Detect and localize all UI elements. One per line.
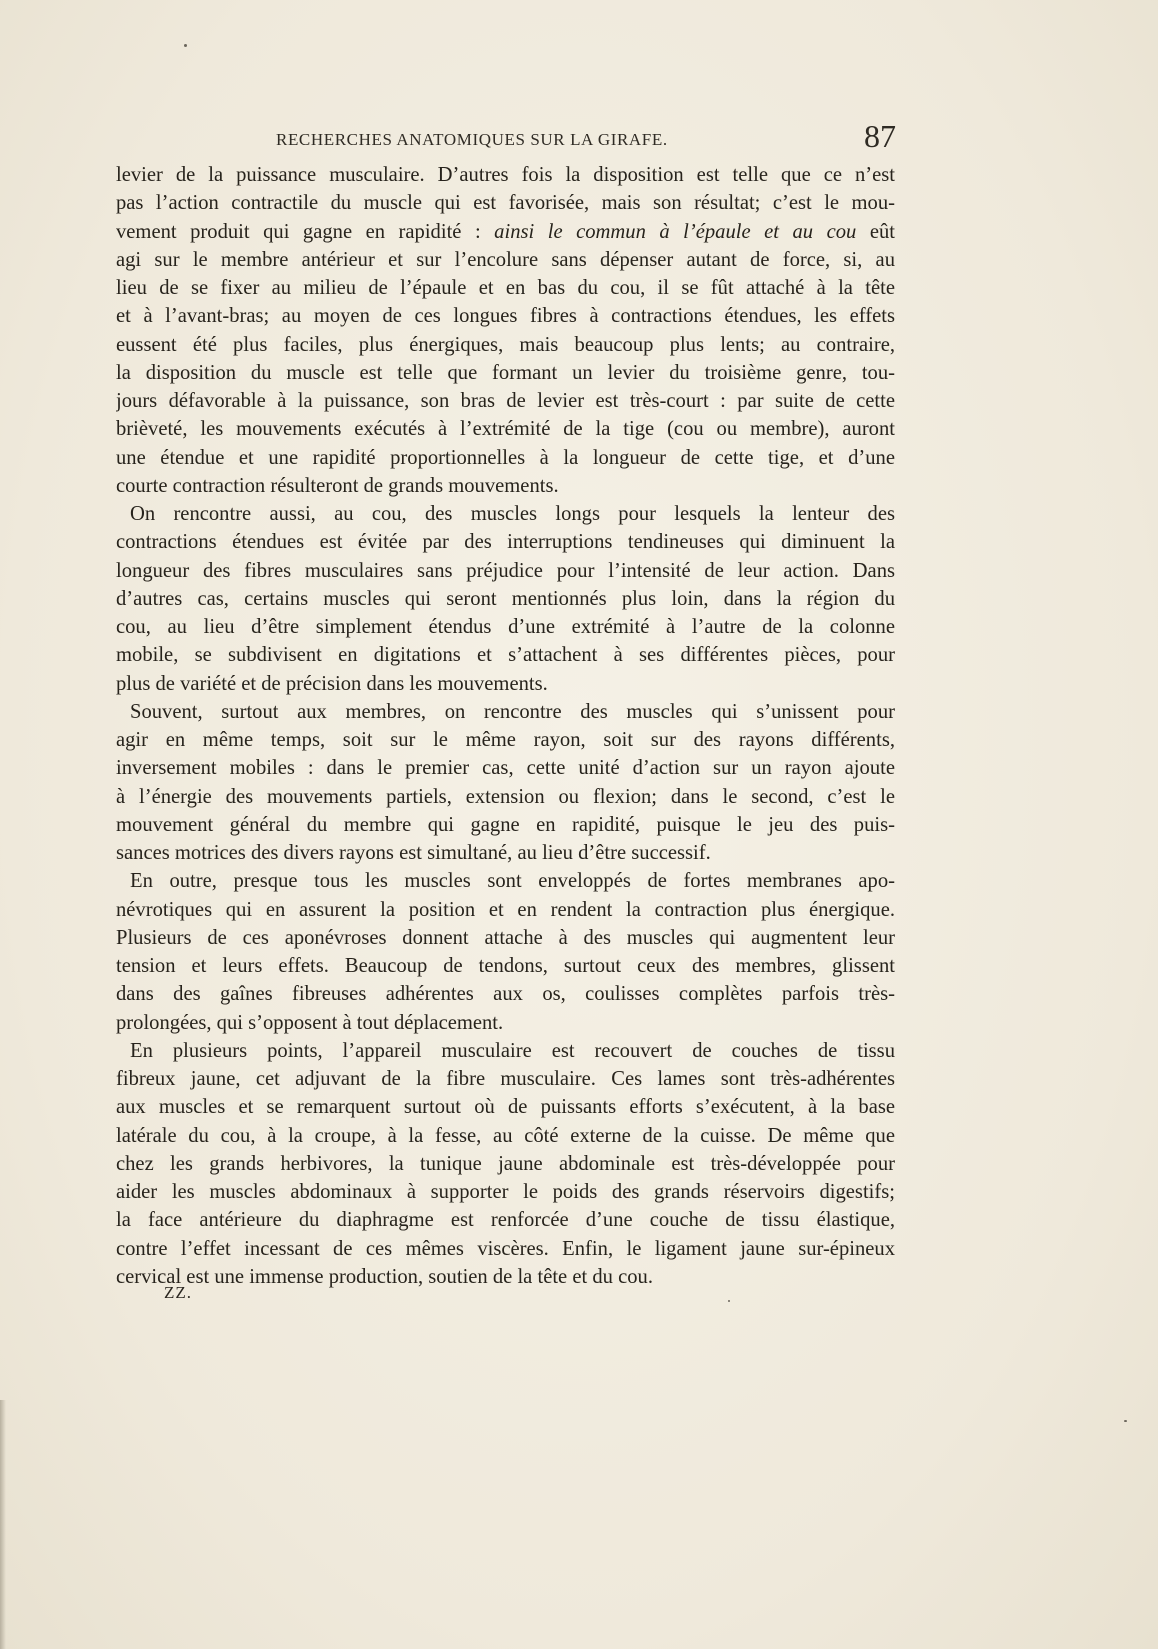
text-line [116,641,895,669]
text-line [116,1009,895,1037]
text-line [116,302,895,330]
text-line [116,189,895,217]
text-line [116,613,895,641]
text-line-content: levier de la puissance musculaire. D’autres fois la disposition est telle que ce n’est [116,164,895,186]
text-line-content: Plusieurs de ces aponévroses donnent attache à des muscles qui augmentent leur [116,926,895,949]
page-edge-shadow [0,1400,6,1649]
running-title: RECHERCHES ANATOMIQUES SUR LA GIRAFE. [276,130,668,149]
text-line-content: eussent été plus faciles, plus énergiques, mais beaucoup plus lents; au contraire, [116,333,895,356]
text-line-content: agir en même temps, soit sur le même rayon, soit sur des rayons différents, [116,729,895,751]
text-line-content: lieu de se fixer au milieu de l’épaule et en bas du cou, il se fût attaché à la tête [116,277,895,299]
body-text [116,161,895,1291]
page-header [116,118,896,158]
text-line-content: contractions étendues est évitée par des interruptions tendineuses qui diminuent la [116,531,895,554]
text-line-content: une étendue et une rapidité proportionnelles à la longueur de cette tige, et d’une [116,446,895,469]
ink-speck [184,44,187,47]
text-line-content: dans des gaînes fibreuses adhérentes aux os, coulisses complètes parfois très- [116,983,895,1006]
text-line [116,444,895,472]
text-line [116,980,895,1008]
text-line [116,1093,895,1121]
text-line [116,415,895,443]
text-line-content: contre l’effet incessant de ces mêmes viscères. Enfin, le ligament jaune sur-épineux [116,1237,895,1260]
text-line [116,1178,895,1206]
text-line-content: fibreux jaune, cet adjuvant de la fibre musculaire. Ces lames sont très-adhérentes [116,1068,895,1090]
text-line [116,500,895,528]
text-line-content: cervical est une immense production, soutien de la tête et du cou. [116,1265,653,1288]
text-line-content: et à l’avant-bras; au moyen de ces longues fibres à contractions étendues, les effets [116,305,895,328]
text-line-content: agi sur le membre antérieur et sur l’encolure sans dépenser autant de force, si, au [116,248,895,271]
ink-speck [728,1300,730,1302]
text-line-content: longueur des fibres musculaires sans préjudice pour l’intensité de leur action. Dans [116,559,895,582]
text-line [116,754,895,782]
text-line-content: à l’énergie des mouvements partiels, extension ou flexion; dans le second, c’est le [116,785,895,808]
text-line-content: névrotiques qui en assurent la position et en rendent la contraction plus énergique. [116,898,895,921]
text-line [116,698,895,726]
signature-mark: ZZ. [164,1283,193,1302]
text-line-content: aider les muscles abdominaux à supporter le poids des grands réservoirs digestifs; [116,1181,895,1203]
text-line-content: inversement mobiles : dans le premier cas, cette unité d’action sur un rayon ajoute [116,757,895,780]
text-line-content: En outre, presque tous les muscles sont enveloppés de fortes membranes apo- [130,870,895,893]
text-line [116,1235,895,1263]
text-line-content: En plusieurs points, l’appareil musculaire est recouvert de couches de tissu [130,1039,895,1062]
text-line-content: plus de variété et de précision dans les mouvements. [116,672,548,695]
text-line [116,1037,895,1065]
text-line-content: vement produit qui gagne en rapidité : [116,220,495,243]
text-line-content: prolongées, qui s’opposent à tout déplacement. [116,1011,504,1034]
page-number: 87 [864,118,896,154]
text-line [116,839,895,867]
text-line [116,528,895,556]
text-line-content: On rencontre aussi, au cou, des muscles longs pour lesquels la lenteur des [130,503,895,525]
text-line-content: pas l’action contractile du muscle qui est favorisée, mais son résultat; c’est le mou- [116,192,895,215]
text-line [116,1122,895,1150]
text-line [116,811,895,839]
text-line-content: latérale du cou, à la croupe, à la fesse, au côté externe de la cuisse. De même que [116,1124,895,1147]
text-line [116,274,895,302]
text-line-content: la face antérieure du diaphragme est renforcée d’une couche de tissu élastique, [116,1209,895,1232]
text-line-content: jours défavorable à la puissance, son bras de levier est très-court : par suite de cette [116,390,895,412]
text-line-content: tension et leurs effets. Beaucoup de tendons, surtout ceux des membres, glissent [116,955,895,977]
text-line-content: sances motrices des divers rayons est simultané, au lieu d’être successif. [116,842,711,864]
ink-speck [1124,1420,1127,1422]
text-line [116,1150,895,1178]
text-line [116,867,895,895]
text-line-content: cou, au lieu d’être simplement étendus d’une extrémité à l’autre de la colonne [116,616,895,638]
text-line-content: la disposition du muscle est telle que formant un levier du troisième genre, tou- [116,361,895,384]
text-line-content: mobile, se subdivisent en digitations et s’attachent à ses différentes pièces, pour [116,644,895,667]
text-line [116,161,895,189]
text-line [116,1065,895,1093]
text-line-content: aux muscles et se remarquent surtout où de puissants efforts s’exécutent, à la base [116,1096,895,1119]
text-line [116,472,895,500]
text-line-content: chez les grands herbivores, la tunique jaune abdominale est très-développée pour [116,1152,895,1175]
text-line [116,331,895,359]
text-line-tail: eût [856,220,895,243]
text-line [116,359,895,387]
text-line [116,726,895,754]
text-line [116,896,895,924]
text-line-content: d’autres cas, certains muscles qui seront mentionnés plus loin, dans la région du [116,587,895,610]
text-line-content: mouvement général du membre qui gagne en rapidité, puisque le jeu des puis- [116,813,895,836]
text-line-content: Souvent, surtout aux membres, on rencontre des muscles qui s’unissent pour [130,700,895,723]
text-line-content: brièveté, les mouvements exécutés à l’extrémité de la tige (cou ou membre), auront [116,418,895,441]
text-line [116,218,895,246]
text-line [116,783,895,811]
text-line [116,585,895,613]
text-line [116,924,895,952]
text-line [116,246,895,274]
text-line [116,1263,895,1291]
text-line [116,1206,895,1234]
text-line [116,670,895,698]
italic-phrase: ainsi le commun à l’épaule et au cou [494,220,857,243]
text-line [116,557,895,585]
text-line [116,387,895,415]
text-line-content: courte contraction résulteront de grands mouvements. [116,474,559,497]
text-line [116,952,895,980]
